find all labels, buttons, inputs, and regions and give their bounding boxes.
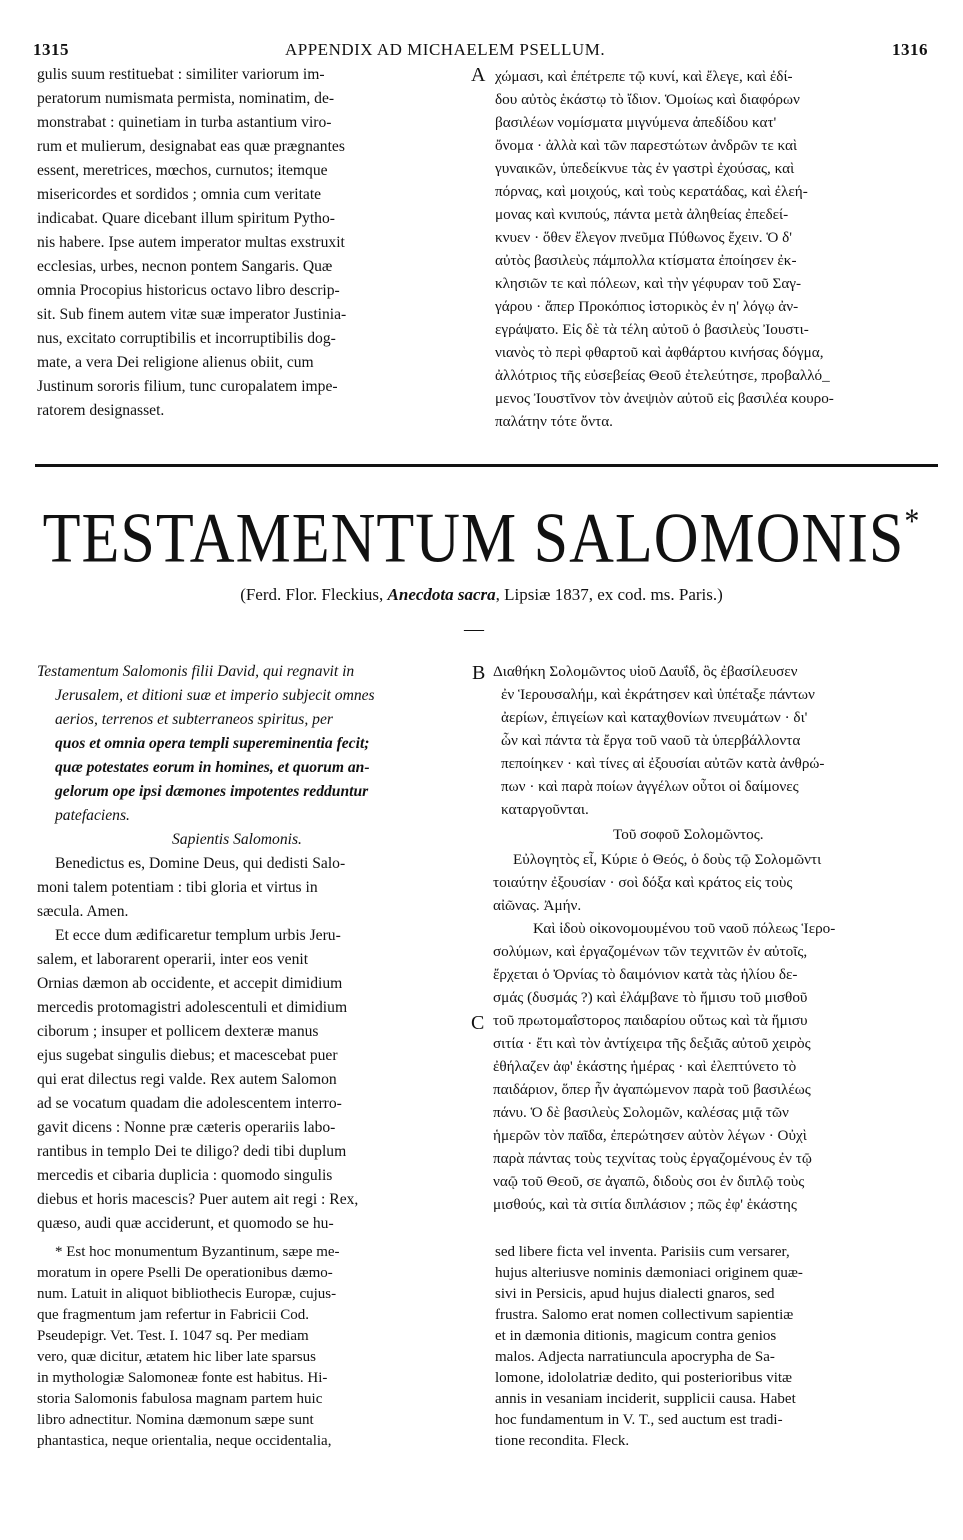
text-line: Εὐλογητὸς εἶ, Κύριε ὁ Θεός, ὁ δοὺς τῷ Σολομῶντι — [513, 851, 822, 868]
footnote-mark: * — [904, 502, 921, 541]
text-line: ejus sugebat singulis diebus; et macescebat puer — [37, 1047, 338, 1064]
text-line: μισθούς, καὶ τὰ σιτία διπλάσιον ; πῶς ἐφ' ἑκάστης — [493, 1196, 797, 1213]
margin-marker-b: B — [472, 662, 486, 684]
short-rule: — — [464, 618, 484, 640]
citation-part: (Ferd. Flor. Fleckius, — [240, 585, 388, 604]
text-line: monstrabat : quinetiam in turba astantium viro- — [37, 114, 332, 131]
footnote-line: sed libere ficta vel inventa. Parisiis cum versarer, — [495, 1244, 790, 1260]
text-line: indicabat. Quare dicebant illum spiritum Pytho- — [37, 210, 335, 227]
text-line: τοιαύτην ἐξουσίαν · σοὶ δόξα καὶ κράτος εἰς τοὺς — [493, 874, 793, 891]
footnote-line: malos. Adjecta narratiuncula apocrypha de Sa- — [495, 1349, 775, 1365]
text-line: παρὰ πάντας τοὺς τεχνίτας τοὺς ἐργαζομένους ἐν τῷ — [493, 1150, 812, 1167]
text-line: Benedictus es, Domine Deus, qui dedisti Salo- — [55, 855, 346, 872]
footnote-line: * Est hoc monumentum Byzantinum, sæpe me- — [55, 1244, 340, 1260]
text-line: δου αὐτὸς ἑκάστῳ τὸ ἴδιον. Ὁμοίως καὶ διαφόρων — [495, 91, 800, 108]
running-title: APPENDIX AD MICHAELEM PSELLUM. — [285, 40, 606, 59]
text-line: μονας καὶ κνιπούς, πάντα μετὰ ἀληθείας ἐπεδεί- — [495, 206, 789, 223]
footnote-line: sivi in Persicis, apud hujus dialecti gnaros, sed — [495, 1286, 775, 1302]
text-line: ἀλλότριος τῆς εὐσεβείας Θεοῦ ἐτελεύτησε, προβαλλό_ — [495, 367, 830, 384]
footnote-line: in mythologiæ Salomoneæ fonte est habitus. Hi- — [37, 1370, 328, 1386]
footnote-line: hujus alteriusve nominis dæmoniaci originem quæ- — [495, 1265, 803, 1281]
text-line: rantibus in templo Dei te diligo? dedi tibi duplum — [37, 1143, 347, 1160]
text-line: αὐτὸς βασιλεὺς πάμπολλα κτίσματα ἐποίησεν ἐκ- — [495, 252, 797, 269]
text-line: εγράψατο. Εἰς δὲ τὰ τέλη αὐτοῦ ὁ βασιλεὺς Ἰουστι- — [495, 321, 809, 338]
text-line: μενος Ἰουστῖνον τὸν ἀνεψιὸν αὐτοῦ εἰς βασιλέα κουρο- — [495, 390, 834, 407]
footnote-line: tione recondita. Fleck. — [495, 1433, 630, 1449]
text-line: qui erat dilectus regi valde. Rex autem Salomon — [37, 1071, 337, 1088]
footnote-line: frustra. Salomo erat nomen collectivum sapientiæ — [495, 1307, 794, 1323]
footnote-line: libro adnectitur. Nomina dæmonum sæpe sunt — [37, 1412, 314, 1428]
text-line: κνυεν · ὅθεν ἔλεγον πνεῦμα Πύθωνος ἔχειν. Ὁ δ' — [495, 229, 793, 246]
text-line: γάρου · ἅπερ Προκόπιος ἱστορικὸς ἐν η' λόγῳ ἀν- — [495, 298, 799, 315]
text-line: ἀερίων, ἐπιγείων καὶ καταχθονίων πνευμάτων · δι' — [501, 709, 808, 726]
footnote-line: lomone, idololatriæ dedito, qui posterioribus vitæ — [495, 1370, 793, 1386]
text-line: ἐθήλαζεν ἀφ' ἑκάστης ἡμέρας · καὶ ἐλεπτύνετο τὸ — [493, 1058, 797, 1075]
text-line: ἡμερῶν τὸν παῖδα, ἐπερώτησεν αὐτὸν λέγων · Οὐχὶ — [493, 1127, 807, 1144]
text-line: γυναικῶν, ὑπεδείκνυε τὰς ἐν γαστρὶ ἐχούσας, καὶ — [495, 160, 795, 177]
source-citation — [0, 585, 963, 605]
page-title — [0, 498, 963, 580]
text-line: quæ potestates eorum in homines, et quorum an- — [55, 759, 370, 776]
text-line: ὧν καὶ πάντα τὰ ἔργα τοῦ ναοῦ τὰ ὑπερβάλλοντα — [501, 732, 801, 749]
text-line: mercedis et cibaria duplicia : quomodo singulis — [37, 1167, 333, 1184]
text-line: παιδάριον, ὅπερ ἦν ἀγαπώμενον παρὰ τοῦ βασιλέως — [493, 1081, 811, 1098]
text-line: ἐν Ἱερουσαλήμ, καὶ ἐκράτησεν καὶ ὑπέταξε πάντων — [501, 686, 815, 703]
text-line: ναῷ τοῦ Θεοῦ, σε ἀγαπῶ, διδοὺς σοι ἐν διπλῷ τοὺς — [493, 1173, 805, 1190]
text-line: Ornias dæmon ab occidente, et accepit dimidium — [37, 975, 343, 992]
footnote-line: et in dæmonia ditionis, magicum contra genios — [495, 1328, 777, 1344]
text-line: τοῦ πρωτομαΐστορος παιδαρίου οὕτως καὶ τὰ ἥμισυ — [493, 1012, 808, 1029]
text-line: patefaciens. — [55, 807, 130, 824]
text-line: Justinum sororis filium, tunc curopalatem impe- — [37, 378, 338, 395]
text-line: Testamentum Salomonis filii David, qui regnavit in — [37, 663, 355, 680]
footnote-line: moratum in opere Pselli De operationibus dæmo- — [37, 1265, 333, 1281]
text-line: χώμασι, καὶ ἐπέτρεπε τῷ κυνί, καὶ ἔλεγε, καὶ ἐδί- — [495, 68, 793, 85]
margin-marker-a: A — [471, 64, 486, 86]
text-line: αἰῶνας. Ἀμήν. — [493, 897, 582, 914]
text-line: mate, a vera Dei religione alienus obiit, cum — [37, 354, 314, 371]
margin-marker-c: C — [471, 1012, 485, 1034]
text-line: ratorem designasset. — [37, 402, 165, 419]
text-line: πων · καὶ παρὰ ποίων ἀγγέλων οὗτοι οἱ δαίμονες — [501, 778, 799, 795]
text-line: rum et mulierum, designabat eas quæ prægnantes — [37, 138, 345, 155]
text-line: essent, meretrices, mœchos, curnutos; itemque — [37, 162, 328, 179]
citation-work: Anecdota sacra — [387, 585, 496, 604]
text-line: sit. Sub finem autem vitæ suæ imperator Justinia- — [37, 306, 347, 323]
text-line: Διαθήκη Σολομῶντος υἱοῦ Δαυΐδ, ὃς ἐβασίλευσεν — [493, 663, 798, 680]
text-line: moni talem potentiam : tibi gloria et virtus in — [37, 879, 318, 896]
text-line: gulis suum restituebat : similiter variorum im- — [37, 66, 325, 83]
footnote-line: Pseudepigr. Vet. Test. I. 1047 sq. Per mediam — [37, 1328, 309, 1344]
section-divider — [35, 464, 938, 467]
text-line: gavit dicens : Nonne præ cæteris operariis labo- — [37, 1119, 336, 1136]
footnote-line: hoc fundamentum in V. T., sed auctum est tradi- — [495, 1412, 783, 1428]
title-text: TESTAMENTUM SALOMONIS — [42, 499, 905, 578]
text-line: Jerusalem, et ditioni suæ et imperio subjecit omnes — [55, 687, 375, 704]
footnote-line: que fragmentum jam refertur in Fabricii Cod. — [37, 1307, 309, 1323]
footnote-line: phantastica, neque orientalia, neque occidentalia, — [37, 1433, 332, 1449]
text-line: omnia Procopius historicus octavo libro descrip- — [37, 282, 340, 299]
text-line: nis habere. Ipse autem imperator multas exstruxit — [37, 234, 345, 251]
text-line: πάνυ. Ὁ δὲ βασιλεὺς Σολομῶν, καλέσας μιᾷ τῶν — [493, 1104, 789, 1121]
footnote-line: annis in vesaniam inciderit, supplicii causa. Habet — [495, 1391, 796, 1407]
text-line: ad se vocatum quadam die adolescentem interro- — [37, 1095, 342, 1112]
page-number-right: 1316 — [892, 40, 928, 59]
text-line: καταργοῦνται. — [501, 801, 589, 818]
text-line: peratorum numismata permista, nominatim, de- — [37, 90, 335, 107]
text-line: quæso, audi quæ acciderunt, et quomodo se hu- — [37, 1215, 334, 1232]
text-line: βασιλέων νομίσματα μιγνύμενα ἀπεδίδου κατ' — [495, 114, 777, 131]
text-line: σολύμων, καὶ ἐργαζομένων τῶν τεχνιτῶν ἐν αὐτοῖς, — [493, 943, 808, 960]
text-line: νιανὸς τὸ περὶ φθαρτοῦ καὶ ἀφθάρτου κινήσας δόγμα, — [495, 344, 824, 361]
text-line: quos et omnia opera templi supereminentia fecit; — [55, 735, 370, 752]
footnote-line: storia Salomonis fabulosa magnam partem huic — [37, 1391, 323, 1407]
text-line: σμάς (δυσμάς ?) καὶ ἐλάμβανε τὸ ἥμισυ τοῦ μισθοῦ — [493, 989, 808, 1006]
text-line: aerios, terrenos et subterraneos spiritus, per — [55, 711, 333, 728]
text-line: σιτία · ἔτι καὶ τὸν ἀντίχειρα τῆς δεξιᾶς αὐτοῦ χειρὸς — [493, 1035, 811, 1052]
page-number-left: 1315 — [33, 40, 69, 59]
text-line: Et ecce dum ædificaretur templum urbis Jeru- — [55, 927, 341, 944]
text-line: πεποίηκεν · καὶ τίνες αἱ ἐξουσίαι αὐτῶν κατὰ ἀνθρώ- — [501, 755, 825, 772]
text-line: nus, excitato corruptibilis et incorruptibilis dog- — [37, 330, 336, 347]
text-line: misericordes et sordidos ; omnia cum veritate — [37, 186, 322, 203]
text-line: ἔρχεται ὁ Ὀρνίας τὸ δαιμόνιον κατὰ τὰς ἡλίου δε- — [493, 966, 798, 983]
text-line: κλησιῶν τε καὶ πόλεων, καὶ τὴν γέφυραν τοῦ Σαγ- — [495, 275, 802, 292]
text-line: diebus et horis macescis? Puer autem ait regi : Rex, — [37, 1191, 359, 1208]
text-line: Τοῦ σοφοῦ Σολομῶντος. — [613, 826, 764, 843]
text-line: ecclesias, urbes, necnon pontem Sangaris. Quæ — [37, 258, 333, 275]
text-line: ciborum ; insuper et pollicem dexteræ manus — [37, 1023, 319, 1040]
text-line: Καὶ ἰδοὺ οἰκονομουμένου τοῦ ναοῦ πόλεως Ἱερο- — [533, 920, 836, 937]
text-line: ὄνομα · ἀλλὰ καὶ τῶν παρεστώτων ἀνδρῶν τε καὶ — [495, 137, 798, 154]
text-line: salem, et laborarent operarii, inter eos venit — [37, 951, 309, 968]
text-line: mercedis protomagistri adolescentuli et dimidium — [37, 999, 348, 1016]
text-line: πόρνας, καὶ μοιχούς, καὶ τοὺς κερατάδας, καὶ ἐλεή- — [495, 183, 808, 200]
citation-part: , Lipsiæ 1837, ex cod. ms. Paris.) — [495, 585, 723, 604]
footnote-line: num. Latuit in aliquot bibliothecis Europæ, cujus- — [37, 1286, 337, 1302]
text-line: παλάτην τότε ὄντα. — [495, 413, 613, 430]
text-line: sæcula. Amen. — [37, 903, 129, 920]
text-line: Sapientis Salomonis. — [172, 831, 302, 848]
text-line: gelorum ope ipsi dæmones impotentes redduntur — [55, 783, 369, 800]
footnote-line: vero, quæ dicitur, ætatem hic liber late sparsus — [37, 1349, 316, 1365]
